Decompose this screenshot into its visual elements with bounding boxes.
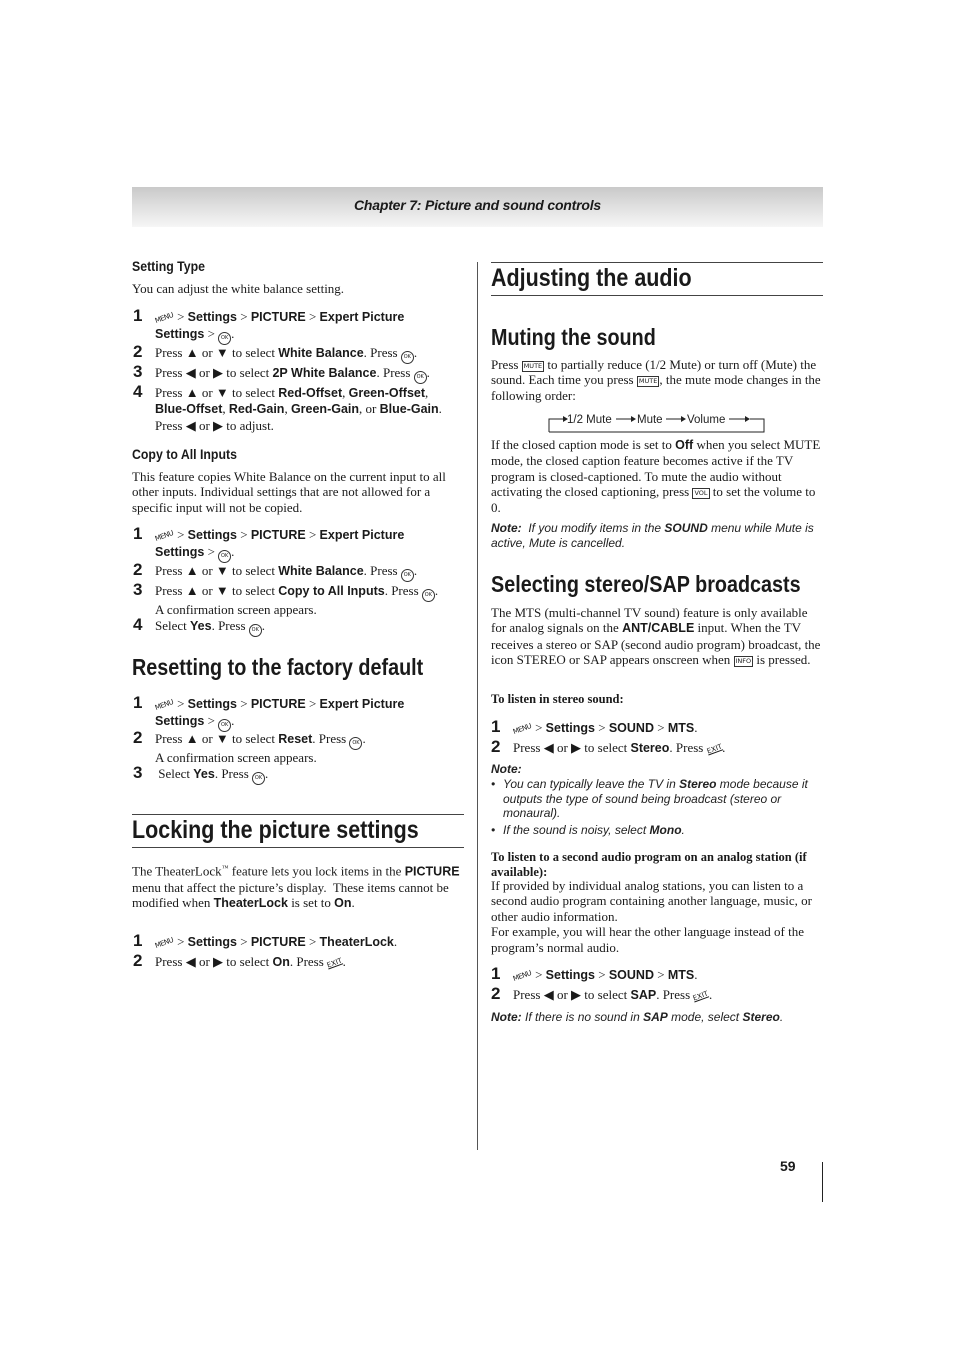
- menu-button-icon: MENU: [153, 529, 175, 544]
- page-number: 59: [780, 1158, 796, 1174]
- ok-button-icon: OK: [252, 772, 265, 785]
- exit-button-icon: EXIT: [325, 956, 344, 970]
- sap-text: If provided by individual analog stations, you can listen to a second audio program containing another language, music, or other audio information. For example, you will hear the other language instead of the program’s normal audio.: [491, 878, 812, 955]
- locking-rule-top: [132, 814, 464, 815]
- menu-button-icon: MENU: [153, 936, 175, 951]
- chapter-title: Chapter 7: Picture and sound controls: [354, 197, 601, 213]
- audio-rule-top: [491, 262, 823, 263]
- stereo-intro: The MTS (multi-channel TV sound) feature is only available for analog signals on the ANT/CABLE input. When the TV receives a stereo or SAP (second audio program) broadcast, the icon STEREO or SAP appears onscreen when INFO is pressed.: [491, 605, 821, 668]
- stereo-subheading: To listen in stereo sound:: [491, 692, 624, 706]
- reset-heading: Resetting to the factory default: [132, 654, 424, 680]
- audio-heading: Adjusting the audio: [491, 264, 692, 292]
- stereo-note-label: Note:: [491, 762, 522, 776]
- audio-rule-bottom: [491, 295, 823, 296]
- setting-type-intro: You can adjust the white balance setting.: [132, 281, 345, 296]
- cycle-label-half-mute: 1/2 Mute: [567, 414, 612, 426]
- ok-button-icon: OK: [414, 371, 427, 384]
- muting-note: Note: If you modify items in the SOUND menu while Mute is active, Mute is cancelled.: [491, 521, 814, 550]
- copy-inputs-intro: This feature copies White Balance on the current input to all other inputs. Individual settings that are not allowed for a specific input will not be copied.: [132, 469, 446, 515]
- ok-button-icon: OK: [422, 589, 435, 602]
- ok-button-icon: OK: [218, 550, 231, 563]
- ok-button-icon: OK: [218, 332, 231, 345]
- stereo-note-item-1: • You can typically leave the TV in Stereo mode because it outputs the type of sound being broadcast (stereo or monaural).: [491, 777, 808, 821]
- sap-subheading: To listen to a second audio program on an analog station (if available):: [491, 850, 807, 879]
- menu-button-icon: MENU: [511, 969, 533, 984]
- menu-button-icon: MENU: [153, 311, 175, 326]
- cycle-label-mute: Mute: [637, 414, 663, 426]
- stereo-heading: Selecting stereo/SAP broadcasts: [491, 571, 801, 597]
- locking-heading: Locking the picture settings: [132, 816, 419, 844]
- mute-cycle-diagram: [547, 410, 767, 434]
- closed-caption-text: If the closed caption mode is set to Off when you select MUTE mode, the closed caption feature becomes active if the TV program is closed-captioned. To mute the audio without activating the closed captioning, press VOL to set the volume to 0.: [491, 437, 821, 515]
- locking-intro: The TheaterLock™ feature lets you lock items in the PICTURE menu that affect the picture’s display. These items cannot be modified when TheaterLock is set to On.: [132, 863, 460, 911]
- sap-note: Note: If there is no sound in SAP mode, select Stereo.: [491, 1010, 784, 1024]
- exit-button-icon: EXIT: [692, 989, 710, 1003]
- copy-inputs-heading: Copy to All Inputs: [132, 446, 237, 462]
- menu-button-icon: MENU: [153, 698, 175, 713]
- ok-button-icon: OK: [349, 737, 362, 750]
- ok-button-icon: OK: [401, 569, 414, 582]
- info-button-icon: INFO: [735, 657, 752, 666]
- muting-intro: Press MUTE to partially reduce (1/2 Mute) or turn off (Mute) the sound. Each time you press MUTE , the mute mode changes in the following order:: [491, 357, 821, 403]
- chapter-header: [132, 187, 823, 227]
- page-number-rule: [822, 1162, 823, 1202]
- ok-button-icon: OK: [401, 351, 414, 364]
- muting-heading: Muting the sound: [491, 324, 656, 350]
- setting-type-heading: Setting Type: [132, 258, 206, 274]
- exit-button-icon: EXIT: [705, 742, 723, 756]
- stereo-note-item-2: • If the sound is noisy, select Mono.: [491, 823, 685, 837]
- mute-button-icon: MUTE: [638, 377, 658, 386]
- locking-rule-bottom: [132, 847, 464, 848]
- ok-button-icon: OK: [249, 624, 262, 637]
- cycle-label-volume: Volume: [687, 414, 726, 426]
- ok-button-icon: OK: [218, 719, 231, 732]
- menu-button-icon: MENU: [511, 722, 533, 737]
- column-divider: [477, 262, 478, 1150]
- mute-button-icon: MUTE: [523, 362, 543, 370]
- vol-button-icon: VOL: [694, 489, 708, 498]
